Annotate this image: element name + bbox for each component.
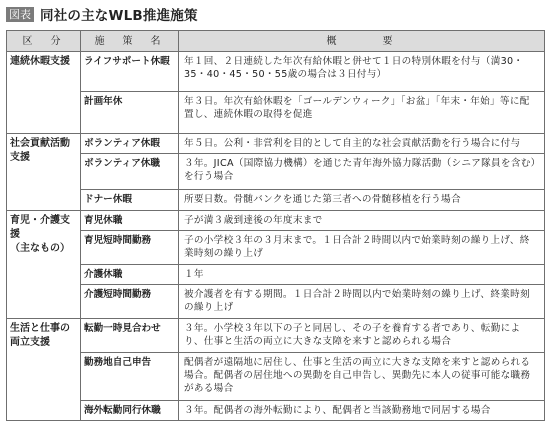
category-cell <box>7 52 81 134</box>
measure-name: 育児短時間勤務 <box>81 231 179 265</box>
measure-summary: 子が満３歳到達後の年度末まで <box>179 211 545 231</box>
measure-name: 計画年休 <box>81 92 179 134</box>
table-row <box>7 52 545 92</box>
wlb-measures-table <box>6 30 545 421</box>
measure-name: ライフサポート休暇 <box>81 52 179 92</box>
measure-name: 転勤一時見合わせ <box>81 319 179 353</box>
category-label: 社会貢献活動 <box>10 138 70 149</box>
measure-summary: ３年。JICA（国際協力機構）を通じた青年海外協力隊活動（シニア隊員を含む）を行う場合 <box>179 154 545 190</box>
table-header-row <box>7 31 545 52</box>
table-row <box>7 319 545 353</box>
column-header-summary: 概 要 <box>179 31 545 52</box>
measure-name: 介護休職 <box>81 265 179 285</box>
figure-title: 同社の主なWLB推進施策 <box>40 8 198 24</box>
measure-name: ボランティア休暇 <box>81 134 179 154</box>
table-row <box>7 353 545 401</box>
category-cell <box>7 319 81 421</box>
measure-name: 海外転勤同行休職 <box>81 401 179 421</box>
measure-summary: 子の小学校３年の３月末まで。１日合計２時間以内で始業時刻の繰り上げ、終業時刻の繰り上げ <box>179 231 545 265</box>
measure-name: ボランティア休職 <box>81 154 179 190</box>
category-label: 育児・介護支 <box>10 215 70 226</box>
measure-summary: 被介護者を有する期間。１日合計２時間以内で始業時刻の繰り上げ、終業時刻の繰り上げ <box>179 285 545 319</box>
category-label: 両立支援 <box>10 337 50 348</box>
measure-name: 育児休職 <box>81 211 179 231</box>
category-label: 支援 <box>10 152 30 163</box>
table-row <box>7 265 545 285</box>
measure-summary: ３年。小学校３年以下の子と同居し、その子を養育する者であり、転勤により、仕事と生活の両立に大きな支障を来すと認められる場合 <box>179 319 545 353</box>
measure-summary: １年 <box>179 265 545 285</box>
category-label: 生活と仕事の <box>10 323 70 334</box>
category-cell <box>7 211 81 319</box>
table-row <box>7 154 545 190</box>
measure-name: ドナー休暇 <box>81 190 179 211</box>
measure-summary: 年１回、２日連続した年次有給休暇と併せて１日の特別休暇を付与（満30・35・40・45・50・55歳の場合は３日付与） <box>179 52 545 92</box>
table-row <box>7 190 545 211</box>
figure-badge: 図表 <box>6 7 34 22</box>
table-row <box>7 92 545 134</box>
measure-summary: 配偶者が遠隔地に居住し、仕事と生活の両立に大きな支障を来すと認められる場合。配偶者の居住地への異動を自己申告し、異動先に本人の従事可能な職務がある場合 <box>179 353 545 401</box>
column-header-category: 区 分 <box>7 31 81 52</box>
category-label: （主なもの） <box>10 243 70 254</box>
measure-name: 勤務地自己申告 <box>81 353 179 401</box>
measure-summary: 年５日。公利・非営利を目的として自主的な社会貢献活動を行う場合に付与 <box>179 134 545 154</box>
measure-name: 介護短時間勤務 <box>81 285 179 319</box>
category-label: 連続休暇支援 <box>10 56 70 67</box>
category-label: 援 <box>10 229 20 240</box>
table-row <box>7 134 545 154</box>
table-row <box>7 401 545 421</box>
column-header-measure: 施 策 名 <box>81 31 179 52</box>
table-row <box>7 285 545 319</box>
figure-title-bar <box>6 5 198 23</box>
table-row <box>7 211 545 231</box>
measure-summary: 所要日数。骨髄バンクを通じた第三者への骨髄移植を行う場合 <box>179 190 545 211</box>
measure-summary: 年３日。年次有給休暇を「ゴールデンウィーク」「お盆」「年末・年始」等に配置し、連続休暇の取得を促進 <box>179 92 545 134</box>
table-row <box>7 231 545 265</box>
measure-summary: ３年。配偶者の海外転勤により、配偶者と当該勤務地で同居する場合 <box>179 401 545 421</box>
category-cell <box>7 134 81 211</box>
